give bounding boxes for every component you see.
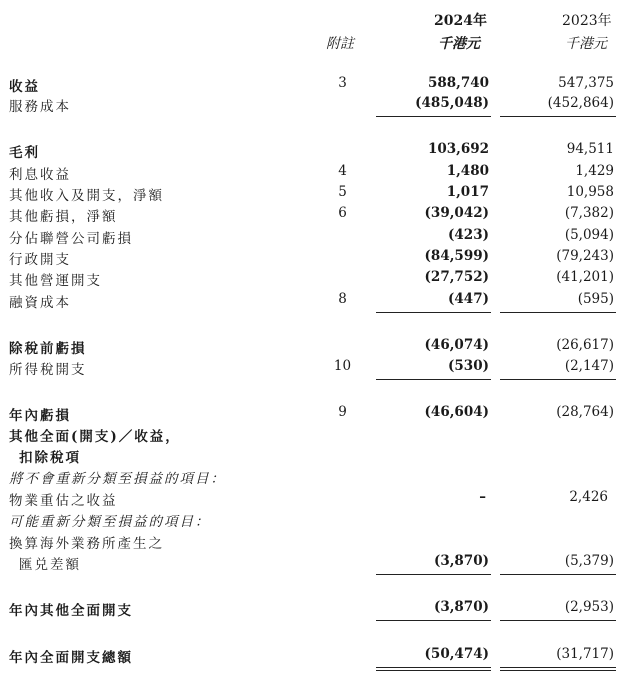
rule-2024 <box>376 116 491 117</box>
row-label: 年內虧損 <box>9 408 71 424</box>
value-2024: 103,692 <box>427 141 489 157</box>
row-other-losses <box>0 205 634 225</box>
row-label: 所得稅開支 <box>9 362 87 378</box>
header-year-2024: 2024年 <box>434 13 487 29</box>
value-2023: (2,147) <box>564 358 614 374</box>
value-2023: (31,717) <box>556 646 614 662</box>
rule-2024 <box>376 620 491 621</box>
row-share-of-associates-loss <box>0 227 634 247</box>
value-2024: (485,048) <box>415 95 489 111</box>
row-label: 其他營運開支 <box>9 273 102 289</box>
row-label: 匯兑差額 <box>19 557 81 573</box>
value-2024: (27,752) <box>424 269 489 285</box>
row-other-comprehensive-expense <box>0 599 634 619</box>
double-rule-2023-bottom <box>500 670 616 671</box>
value-2024: (3,870) <box>433 599 489 615</box>
row-label: 年內全面開支總額 <box>9 650 133 666</box>
row-label: 其他全面(開支)／收益， <box>9 429 181 445</box>
value-2024: (84,599) <box>424 248 489 264</box>
row-revenue <box>0 75 634 95</box>
header-unit-2023: 千港元 <box>565 36 607 52</box>
row-label: 年內其他全面開支 <box>9 603 133 619</box>
value-2023: (5,094) <box>564 227 614 243</box>
rule-2023 <box>500 379 616 380</box>
rule-2024 <box>376 574 491 575</box>
rule-2024 <box>376 379 491 380</box>
row-label: 扣除稅項 <box>19 450 81 466</box>
row-label: 利息收益 <box>9 167 71 183</box>
row-label: 毛利 <box>9 145 40 161</box>
row-exchange-differences <box>0 553 634 573</box>
row-label: 其他收入及開支，淨額 <box>9 188 164 204</box>
value-2024: (39,042) <box>424 205 489 221</box>
row-other-income-expenses <box>0 184 634 204</box>
row-note: 4 <box>338 163 347 179</box>
value-2024: (50,474) <box>424 646 489 662</box>
row-loss-before-tax <box>0 337 634 357</box>
value-2024: (423) <box>448 227 489 243</box>
value-2023: (41,201) <box>556 269 614 285</box>
value-2024: – <box>479 489 486 505</box>
row-administrative-expenses <box>0 248 634 268</box>
row-label: 其他虧損，淨額 <box>9 209 118 225</box>
row-translation-heading <box>0 532 634 552</box>
row-note: 6 <box>338 205 347 221</box>
row-gross-profit <box>0 141 634 161</box>
row-not-reclassified-heading <box>0 467 634 487</box>
row-oci-heading <box>0 425 634 445</box>
value-2023: (595) <box>577 291 614 307</box>
row-total-comprehensive-expense <box>0 646 634 666</box>
row-income-tax-expense <box>0 358 634 378</box>
row-finance-costs <box>0 291 634 311</box>
value-2024: (46,604) <box>424 404 489 420</box>
value-2024: 588,740 <box>427 75 489 91</box>
row-property-revaluation-gain <box>0 489 634 509</box>
header-unit-2024: 千港元 <box>438 36 480 52</box>
value-2024: (46,074) <box>424 337 489 353</box>
row-cost-of-services <box>0 95 634 115</box>
header-notes-label: 附註 <box>326 36 354 52</box>
value-2023: (2,953) <box>564 599 614 615</box>
double-rule-2024-top <box>376 667 491 668</box>
row-note: 5 <box>338 184 347 200</box>
double-rule-2024-bottom <box>376 670 491 671</box>
rule-2024 <box>376 312 491 313</box>
value-2023: (7,382) <box>564 205 614 221</box>
value-2023: 1,429 <box>575 163 614 179</box>
value-2024: (3,870) <box>433 553 489 569</box>
row-may-be-reclassified-heading <box>0 510 634 530</box>
double-rule-2023-top <box>500 667 616 668</box>
row-label: 可能重新分類至損益的項目： <box>9 514 211 530</box>
value-2024: (530) <box>448 358 489 374</box>
value-2023: 10,958 <box>566 184 614 200</box>
row-note: 9 <box>338 404 347 420</box>
row-label: 收益 <box>9 79 40 95</box>
rule-2023 <box>500 312 616 313</box>
row-other-operating-expenses <box>0 269 634 289</box>
row-label: 服務成本 <box>9 99 71 115</box>
row-label: 分佔聯營公司虧損 <box>9 231 133 247</box>
rule-2023 <box>500 620 616 621</box>
row-label: 除稅前虧損 <box>9 341 87 357</box>
value-2024: (447) <box>448 291 489 307</box>
value-2024: 1,017 <box>446 184 489 200</box>
rule-2023 <box>500 116 616 117</box>
row-label: 物業重估之收益 <box>9 493 118 509</box>
value-2023: (28,764) <box>556 404 614 420</box>
value-2023: 2,426 <box>569 489 608 505</box>
value-2023: (26,617) <box>556 337 614 353</box>
row-label: 融資成本 <box>9 295 71 311</box>
row-interest-income <box>0 163 634 183</box>
value-2023: 94,511 <box>566 141 614 157</box>
row-note: 10 <box>333 358 352 374</box>
row-note: 8 <box>338 291 347 307</box>
value-2024: 1,480 <box>446 163 489 179</box>
value-2023: (452,864) <box>547 95 614 111</box>
row-label: 換算海外業務所產生之 <box>9 536 164 552</box>
value-2023: (5,379) <box>564 553 614 569</box>
rule-2023 <box>500 574 616 575</box>
value-2023: 547,375 <box>558 75 614 91</box>
row-label: 將不會重新分類至損益的項目： <box>9 471 226 487</box>
row-label: 行政開支 <box>9 252 71 268</box>
row-loss-for-year <box>0 404 634 424</box>
row-note: 3 <box>338 75 347 91</box>
row-net-of-tax-heading <box>0 446 634 466</box>
header-year-2023: 2023年 <box>562 13 612 29</box>
value-2023: (79,243) <box>556 248 614 264</box>
